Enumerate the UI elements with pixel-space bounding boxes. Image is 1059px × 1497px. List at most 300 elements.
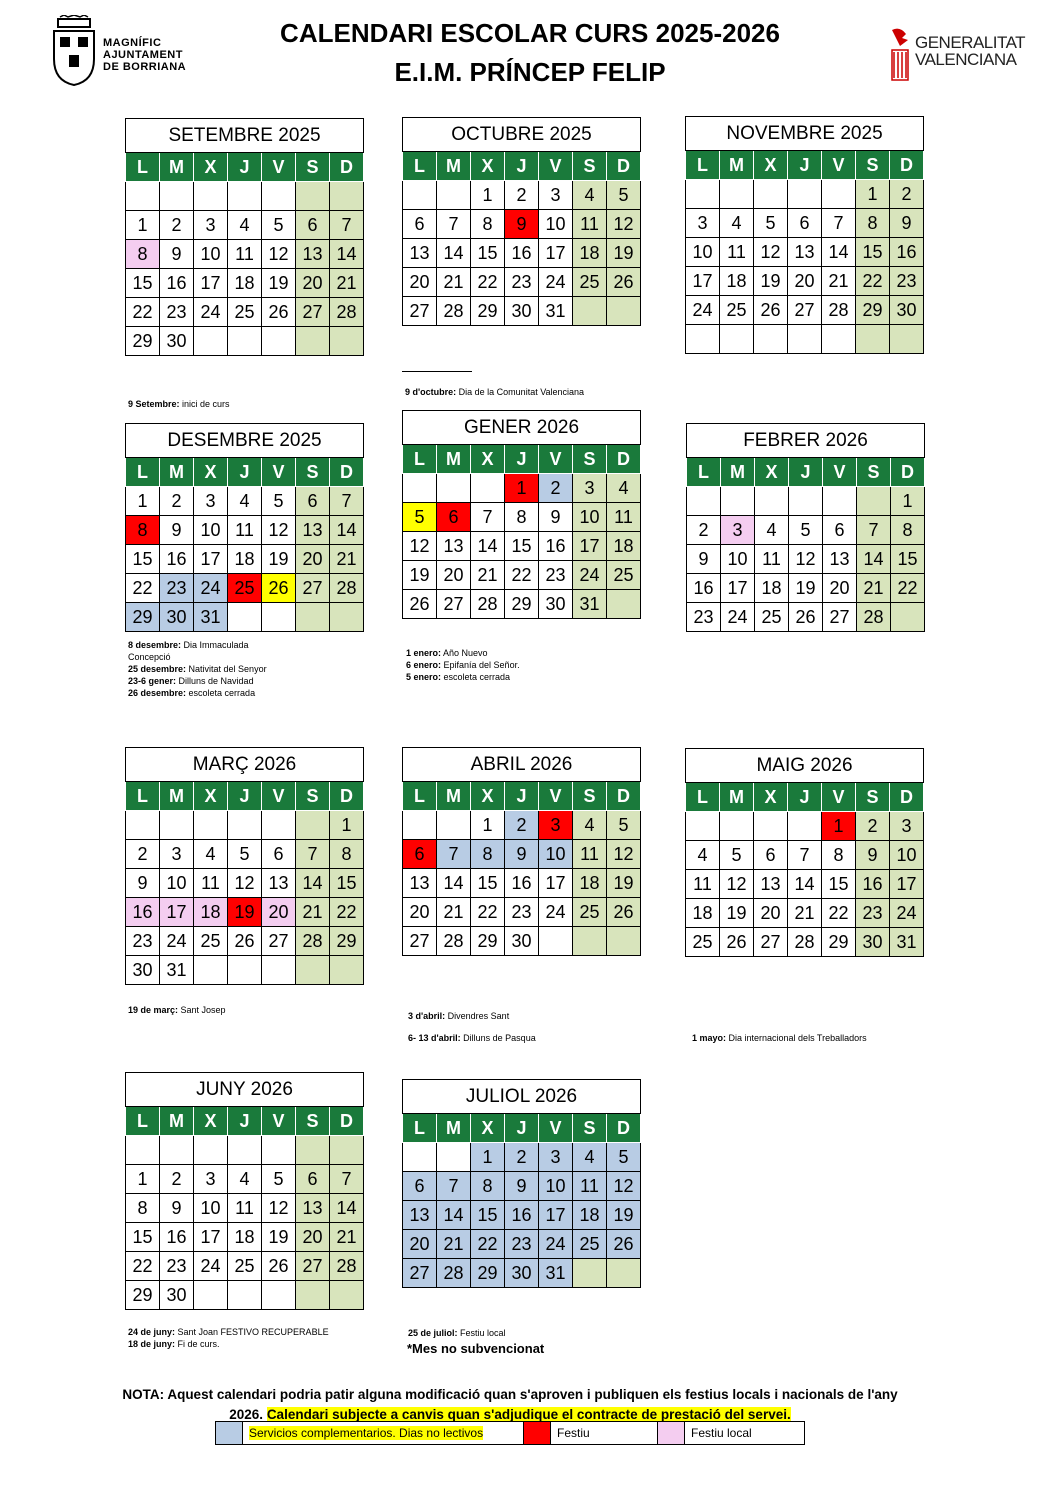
day-cell: 18 [607,532,641,561]
empty-day-cell [789,487,823,516]
day-cell: 1 [126,487,160,516]
day-cell: 12 [262,1194,296,1223]
day-cell: 9 [539,503,573,532]
day-cell: 23 [539,561,573,590]
day-cell: 24 [194,574,228,603]
day-cell: 18 [573,869,607,898]
month-title: DESEMBRE 2025 [126,424,364,458]
day-cell: 11 [607,503,641,532]
day-cell: 27 [403,927,437,956]
day-cell: 1 [471,811,505,840]
day-cell: 7 [437,210,471,239]
day-cell: 2 [687,516,721,545]
day-cell: 24 [160,927,194,956]
day-cell: 25 [228,574,262,603]
day-cell: 12 [262,516,296,545]
day-cell: 23 [505,1230,539,1259]
day-cell: 30 [856,928,890,957]
day-cell: 6 [296,1165,330,1194]
weekday-header: M [160,1107,194,1136]
weekday-header: L [403,782,437,811]
empty-day-cell [437,1143,471,1172]
weekday-header: L [403,152,437,181]
day-cell: 31 [539,1259,573,1288]
day-cell: 4 [755,516,789,545]
day-cell: 27 [262,927,296,956]
weekday-header: L [686,783,720,812]
day-cell: 18 [194,898,228,927]
day-cell: 21 [437,1230,471,1259]
weekday-header: J [505,152,539,181]
day-cell: 29 [822,928,856,957]
empty-day-cell [891,603,925,632]
day-cell: 28 [788,928,822,957]
day-cell: 17 [573,532,607,561]
legend [215,1421,805,1445]
day-cell: 4 [720,209,754,238]
weekday-header: L [686,151,720,180]
day-cell: 5 [789,516,823,545]
weekday-header: J [228,458,262,487]
weekday-header: L [126,458,160,487]
day-cell: 3 [686,209,720,238]
day-cell: 9 [126,869,160,898]
day-cell: 24 [194,298,228,327]
day-cell: 27 [788,296,822,325]
day-cell: 24 [890,899,924,928]
day-cell: 7 [330,211,364,240]
weekday-header: M [160,458,194,487]
empty-day-cell [686,325,720,354]
weekday-header: J [788,151,822,180]
day-cell: 26 [607,268,641,297]
month-title: FEBRER 2026 [687,424,925,458]
day-cell: 5 [607,811,641,840]
day-cell: 28 [296,927,330,956]
logo-left-line-2: AJUNTAMENT [103,49,183,61]
day-cell: 23 [160,1252,194,1281]
day-cell: 8 [891,516,925,545]
weekday-header: M [720,151,754,180]
day-cell: 14 [822,238,856,267]
month-title: NOVEMBRE 2025 [686,117,924,151]
weekday-header: M [437,782,471,811]
weekday-header: S [857,458,891,487]
day-cell: 5 [720,841,754,870]
day-cell: 8 [856,209,890,238]
day-cell: 3 [573,474,607,503]
day-cell: 14 [296,869,330,898]
empty-day-cell [720,180,754,209]
note-gener-3: 5 enero: escoleta cerrada [406,672,511,682]
empty-day-cell [194,956,228,985]
day-cell: 18 [228,545,262,574]
day-cell: 22 [330,898,364,927]
empty-day-cell [573,927,607,956]
month-title: MAIG 2026 [686,749,924,783]
day-cell: 20 [296,269,330,298]
empty-day-cell [890,325,924,354]
day-cell: 19 [228,898,262,927]
day-cell: 2 [126,840,160,869]
empty-day-cell [754,180,788,209]
note-desembre-2: 25 desembre: Nativitat del Senyor [128,664,267,674]
day-cell: 14 [471,532,505,561]
day-cell: 7 [330,487,364,516]
note-juny [128,1326,329,1350]
empty-day-cell [754,325,788,354]
empty-day-cell [437,811,471,840]
day-cell: 5 [228,840,262,869]
empty-day-cell [607,1259,641,1288]
day-cell: 25 [194,927,228,956]
day-cell: 13 [823,545,857,574]
empty-day-cell [823,487,857,516]
day-cell: 21 [330,1223,364,1252]
month-title: JUNY 2026 [126,1073,364,1107]
day-cell: 4 [194,840,228,869]
day-cell: 29 [330,927,364,956]
day-cell: 29 [856,296,890,325]
day-cell: 9 [160,516,194,545]
empty-day-cell [194,327,228,356]
borriana-logo [50,15,200,90]
month-title: SETEMBRE 2025 [126,119,364,153]
weekday-header: X [471,445,505,474]
day-cell: 9 [160,240,194,269]
day-cell: 26 [262,574,296,603]
day-cell: 28 [437,1259,471,1288]
weekday-header: D [330,782,364,811]
empty-day-cell [228,1136,262,1165]
note-mes-no-subvencionat: *Mes no subvencionat [407,1341,545,1356]
day-cell: 17 [721,574,755,603]
empty-day-cell [228,182,262,211]
month-juny-2026 [125,1072,364,1310]
day-cell: 13 [296,240,330,269]
day-cell: 21 [437,268,471,297]
note-juliol: 25 de juliol: Festiu local [408,1328,506,1338]
day-cell: 12 [789,545,823,574]
empty-day-cell [754,812,788,841]
day-cell: 21 [330,269,364,298]
month-title: ABRIL 2026 [403,748,641,782]
day-cell: 20 [754,899,788,928]
note-maig: 1 mayo: Dia internacional dels Treballadors [692,1033,867,1043]
day-cell: 13 [403,1201,437,1230]
month-octubre-2025 [402,117,641,326]
day-cell: 16 [539,532,573,561]
weekday-header: D [330,1107,364,1136]
note-juny-2: 18 de juny: Fi de curs. [128,1339,220,1349]
empty-day-cell [788,325,822,354]
day-cell: 23 [856,899,890,928]
weekday-header: M [437,445,471,474]
day-cell: 13 [403,239,437,268]
empty-day-cell [194,1281,228,1310]
day-cell: 27 [437,590,471,619]
day-cell: 16 [856,870,890,899]
day-cell: 6 [296,211,330,240]
day-cell: 9 [890,209,924,238]
empty-day-cell [296,327,330,356]
empty-day-cell [755,487,789,516]
day-cell: 7 [471,503,505,532]
day-cell: 2 [160,487,194,516]
day-cell: 16 [505,239,539,268]
day-cell: 15 [891,545,925,574]
generalitat-logo [888,28,1026,83]
day-cell: 28 [437,297,471,326]
weekday-header: V [539,1114,573,1143]
day-cell: 4 [228,211,262,240]
weekday-header: D [607,445,641,474]
day-cell: 6 [403,1172,437,1201]
day-cell: 8 [822,841,856,870]
day-cell: 11 [720,238,754,267]
day-cell: 30 [890,296,924,325]
day-cell: 11 [573,840,607,869]
weekday-header: V [822,151,856,180]
footer-nota [110,1385,910,1425]
day-cell: 8 [126,516,160,545]
weekday-header: S [296,458,330,487]
day-cell: 12 [403,532,437,561]
day-cell: 13 [296,516,330,545]
day-cell: 14 [437,869,471,898]
day-cell: 16 [505,1201,539,1230]
day-cell: 26 [607,898,641,927]
note-abril-2: 6- 13 d'abril: Dilluns de Pasqua [408,1033,536,1043]
day-cell: 20 [296,1223,330,1252]
day-cell: 17 [686,267,720,296]
nota-highlight: Calendari subjecte a canvis quan s'adjudique el contracte de prestació del servei. [266,1407,791,1422]
day-cell: 29 [126,1281,160,1310]
day-cell: 23 [505,898,539,927]
page-subtitle: E.I.M. PRÍNCEP FELIP [394,57,666,87]
month-title: GENER 2026 [403,411,641,445]
day-cell: 9 [687,545,721,574]
day-cell: 1 [126,1165,160,1194]
day-cell: 15 [471,239,505,268]
day-cell: 3 [539,1143,573,1172]
day-cell: 20 [296,545,330,574]
empty-day-cell [160,182,194,211]
weekday-header: J [505,782,539,811]
empty-day-cell [262,1136,296,1165]
weekday-header: V [262,153,296,182]
day-cell: 25 [573,1230,607,1259]
nota-text: NOTA: Aquest calendari podria patir alguna modificació quan s'aproven i publiquen els festius locals i nacionals de l'any 2026. [122,1387,898,1422]
day-cell: 15 [330,869,364,898]
day-cell: 29 [471,927,505,956]
day-cell: 1 [822,812,856,841]
empty-day-cell [228,811,262,840]
empty-day-cell [296,1281,330,1310]
day-cell: 24 [686,296,720,325]
day-cell: 12 [754,238,788,267]
day-cell: 3 [194,211,228,240]
day-cell: 25 [573,268,607,297]
day-cell: 4 [228,487,262,516]
day-cell: 15 [856,238,890,267]
day-cell: 11 [573,210,607,239]
logo-left-line-1: MAGNÍFIC [103,37,162,49]
day-cell: 28 [857,603,891,632]
logo-right-line-2: VALENCIANA [915,50,1017,69]
day-cell: 30 [505,927,539,956]
weekday-header: S [573,1114,607,1143]
empty-day-cell [194,811,228,840]
day-cell: 18 [228,1223,262,1252]
legend-label-complementary: Servicios complementarios. Dias no lectivos [243,1422,524,1445]
day-cell: 17 [890,870,924,899]
note-abril-1: 3 d'abril: Divendres Sant [408,1011,510,1021]
day-cell: 15 [505,532,539,561]
weekday-header: X [194,458,228,487]
day-cell: 12 [228,869,262,898]
weekday-header: D [607,782,641,811]
day-cell: 6 [403,210,437,239]
day-cell: 30 [160,1281,194,1310]
day-cell: 8 [126,1194,160,1223]
day-cell: 18 [755,574,789,603]
weekday-header: V [262,458,296,487]
note-gener-2: 6 enero: Epifanía del Señor. [406,660,520,670]
day-cell: 30 [126,956,160,985]
day-cell: 7 [857,516,891,545]
day-cell: 20 [403,268,437,297]
day-cell: 28 [471,590,505,619]
day-cell: 11 [228,240,262,269]
day-cell: 20 [403,898,437,927]
empty-day-cell [437,181,471,210]
weekday-header: V [262,782,296,811]
day-cell: 1 [505,474,539,503]
day-cell: 13 [437,532,471,561]
day-cell: 25 [228,298,262,327]
day-cell: 16 [687,574,721,603]
empty-day-cell [788,180,822,209]
day-cell: 10 [721,545,755,574]
day-cell: 15 [471,1201,505,1230]
day-cell: 24 [721,603,755,632]
day-cell: 22 [126,574,160,603]
day-cell: 6 [403,840,437,869]
day-cell: 21 [857,574,891,603]
day-cell: 1 [126,211,160,240]
weekday-header: S [296,1107,330,1136]
day-cell: 17 [539,1201,573,1230]
day-cell: 24 [539,898,573,927]
weekday-header: V [823,458,857,487]
day-cell: 21 [788,899,822,928]
day-cell: 3 [539,181,573,210]
month-juliol-2026 [402,1079,641,1288]
weekday-header: X [471,152,505,181]
day-cell: 25 [720,296,754,325]
day-cell: 27 [823,603,857,632]
day-cell: 13 [788,238,822,267]
month-desembre-2025 [125,423,364,632]
day-cell: 22 [505,561,539,590]
day-cell: 22 [856,267,890,296]
day-cell: 18 [686,899,720,928]
empty-day-cell [822,325,856,354]
empty-day-cell [720,325,754,354]
empty-day-cell [296,811,330,840]
weekday-header: J [789,458,823,487]
empty-day-cell [296,182,330,211]
day-cell: 3 [890,812,924,841]
weekday-header: L [403,445,437,474]
day-cell: 18 [573,239,607,268]
empty-day-cell [437,474,471,503]
generalitat-crest-icon [888,28,912,82]
day-cell: 22 [471,898,505,927]
legend-label-festiu-local: Festiu local [685,1422,805,1445]
day-cell: 20 [403,1230,437,1259]
day-cell: 1 [471,1143,505,1172]
day-cell: 4 [573,1143,607,1172]
note-gener-1: 1 enero: Año Nuevo [406,648,488,658]
day-cell: 30 [505,1259,539,1288]
empty-day-cell [228,956,262,985]
day-cell: 22 [822,899,856,928]
day-cell: 28 [822,296,856,325]
day-cell: 16 [126,898,160,927]
day-cell: 28 [330,1252,364,1281]
empty-day-cell [403,181,437,210]
day-cell: 7 [437,840,471,869]
weekday-header: V [539,152,573,181]
day-cell: 4 [228,1165,262,1194]
weekday-header: D [890,783,924,812]
day-cell: 7 [296,840,330,869]
empty-day-cell [126,1136,160,1165]
weekday-header: X [471,1114,505,1143]
empty-day-cell [330,1136,364,1165]
day-cell: 21 [437,898,471,927]
weekday-header: X [194,782,228,811]
empty-day-cell [822,180,856,209]
weekday-header: M [437,152,471,181]
day-cell: 16 [160,1223,194,1252]
day-cell: 5 [262,211,296,240]
day-cell: 1 [471,181,505,210]
empty-day-cell [720,812,754,841]
month-title: OCTUBRE 2025 [403,118,641,152]
day-cell: 16 [505,869,539,898]
logo-left-line-3: DE BORRIANA [103,61,187,73]
weekday-header: L [687,458,721,487]
day-cell: 13 [296,1194,330,1223]
day-cell: 14 [857,545,891,574]
weekday-header: D [891,458,925,487]
weekday-header: V [539,782,573,811]
day-cell: 31 [194,603,228,632]
day-cell: 26 [720,928,754,957]
weekday-header: D [890,151,924,180]
day-cell: 26 [262,1252,296,1281]
day-cell: 2 [505,811,539,840]
day-cell: 11 [228,1194,262,1223]
empty-day-cell [788,812,822,841]
day-cell: 20 [823,574,857,603]
weekday-header: X [755,458,789,487]
day-cell: 10 [194,516,228,545]
day-cell: 17 [539,869,573,898]
